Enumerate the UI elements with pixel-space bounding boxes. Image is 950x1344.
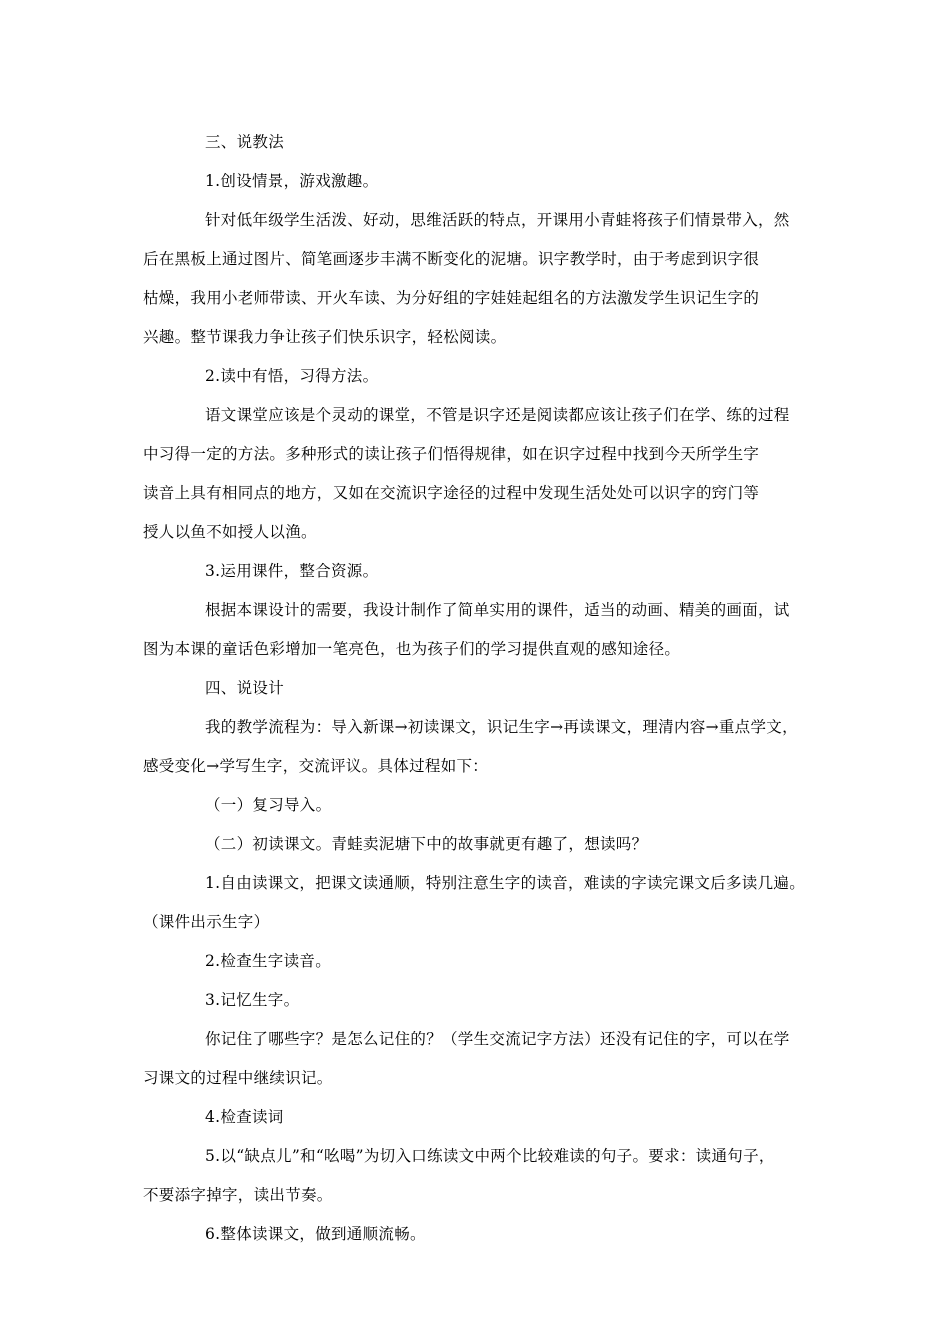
method-3-text-line: 根据本课设计的需要，我设计制作了简单实用的课件，适当的动画、精美的画面，试 [205, 601, 790, 619]
step-review-intro: （一）复习导入。 [205, 796, 332, 814]
substep-6: 6.整体读课文，做到通顺流畅。 [205, 1225, 426, 1243]
method-2-text-line: 语文课堂应该是个灵动的课堂，不管是识字还是阅读都应该让孩子们在学、练的过程 [205, 406, 790, 424]
substep-4: 4.检查读词 [205, 1108, 284, 1126]
heading-teaching-methods: 三、说教法 [205, 133, 285, 151]
substep-2: 2.检查生字读音。 [205, 952, 331, 970]
method-2-title: 2.读中有悟，习得方法。 [205, 367, 379, 385]
method-1-text-line: 针对低年级学生活泼、好动，思维活跃的特点，开课用小青蛙将孩子们情景带入，然 [205, 211, 790, 229]
document-body [143, 123, 815, 1254]
design-flow-line: 我的教学流程为：导入新课→初读课文，识记生字→再读课文，理清内容→重点学文， [205, 718, 798, 736]
method-1-text-line: 兴趣。整节课我力争让孩子们快乐识字，轻松阅读。 [143, 328, 507, 346]
method-2-text-line: 中习得一定的方法。多种形式的读让孩子们悟得规律，如在识字过程中找到今天所学生字 [143, 445, 760, 463]
method-3-text-line: 图为本课的童话色彩增加一笔亮色，也为孩子们的学习提供直观的感知途径。 [143, 640, 681, 658]
substep-3-text-line: 习课文的过程中继续识记。 [143, 1069, 333, 1087]
method-2-text-line: 读音上具有相同点的地方，又如在交流识字途径的过程中发现生活处处可以识字的窍门等 [143, 484, 760, 502]
substep-5-line: 不要添字掉字，读出节奏。 [143, 1186, 333, 1204]
substep-5-line: 5.以“缺点儿”和“吆喝”为切入口练读文中两个比较难读的句子。要求：读通句子， [205, 1147, 775, 1165]
heading-design: 四、说设计 [205, 679, 285, 697]
method-1-title: 1.创设情景，游戏激趣。 [205, 172, 379, 190]
design-flow-line: 感受变化→学写生字，交流评议。具体过程如下： [143, 757, 489, 775]
method-3-title: 3.运用课件，整合资源。 [205, 562, 379, 580]
step-first-reading: （二）初读课文。青蛙卖泥塘下中的故事就更有趣了，想读吗？ [205, 835, 648, 853]
substep-3-text-line: 你记住了哪些字？是怎么记住的？（学生交流记字方法）还没有记住的字，可以在学 [205, 1030, 790, 1048]
substep-1-line: 1.自由读课文，把课文读通顺，特别注意生字的读音，难读的字读完课文后多读几遍。 [205, 874, 805, 892]
method-1-text-line: 枯燥，我用小老师带读、开火车读、为分好组的字娃娃起组名的方法激发学生识记生字的 [143, 289, 760, 307]
substep-1-line: （课件出示生字） [143, 913, 270, 931]
method-2-text-line: 授人以鱼不如授人以渔。 [143, 523, 317, 541]
substep-3: 3.记忆生字。 [205, 991, 300, 1009]
method-1-text-line: 后在黑板上通过图片、简笔画逐步丰满不断变化的泥塘。识字教学时，由于考虑到识字很 [143, 250, 760, 268]
